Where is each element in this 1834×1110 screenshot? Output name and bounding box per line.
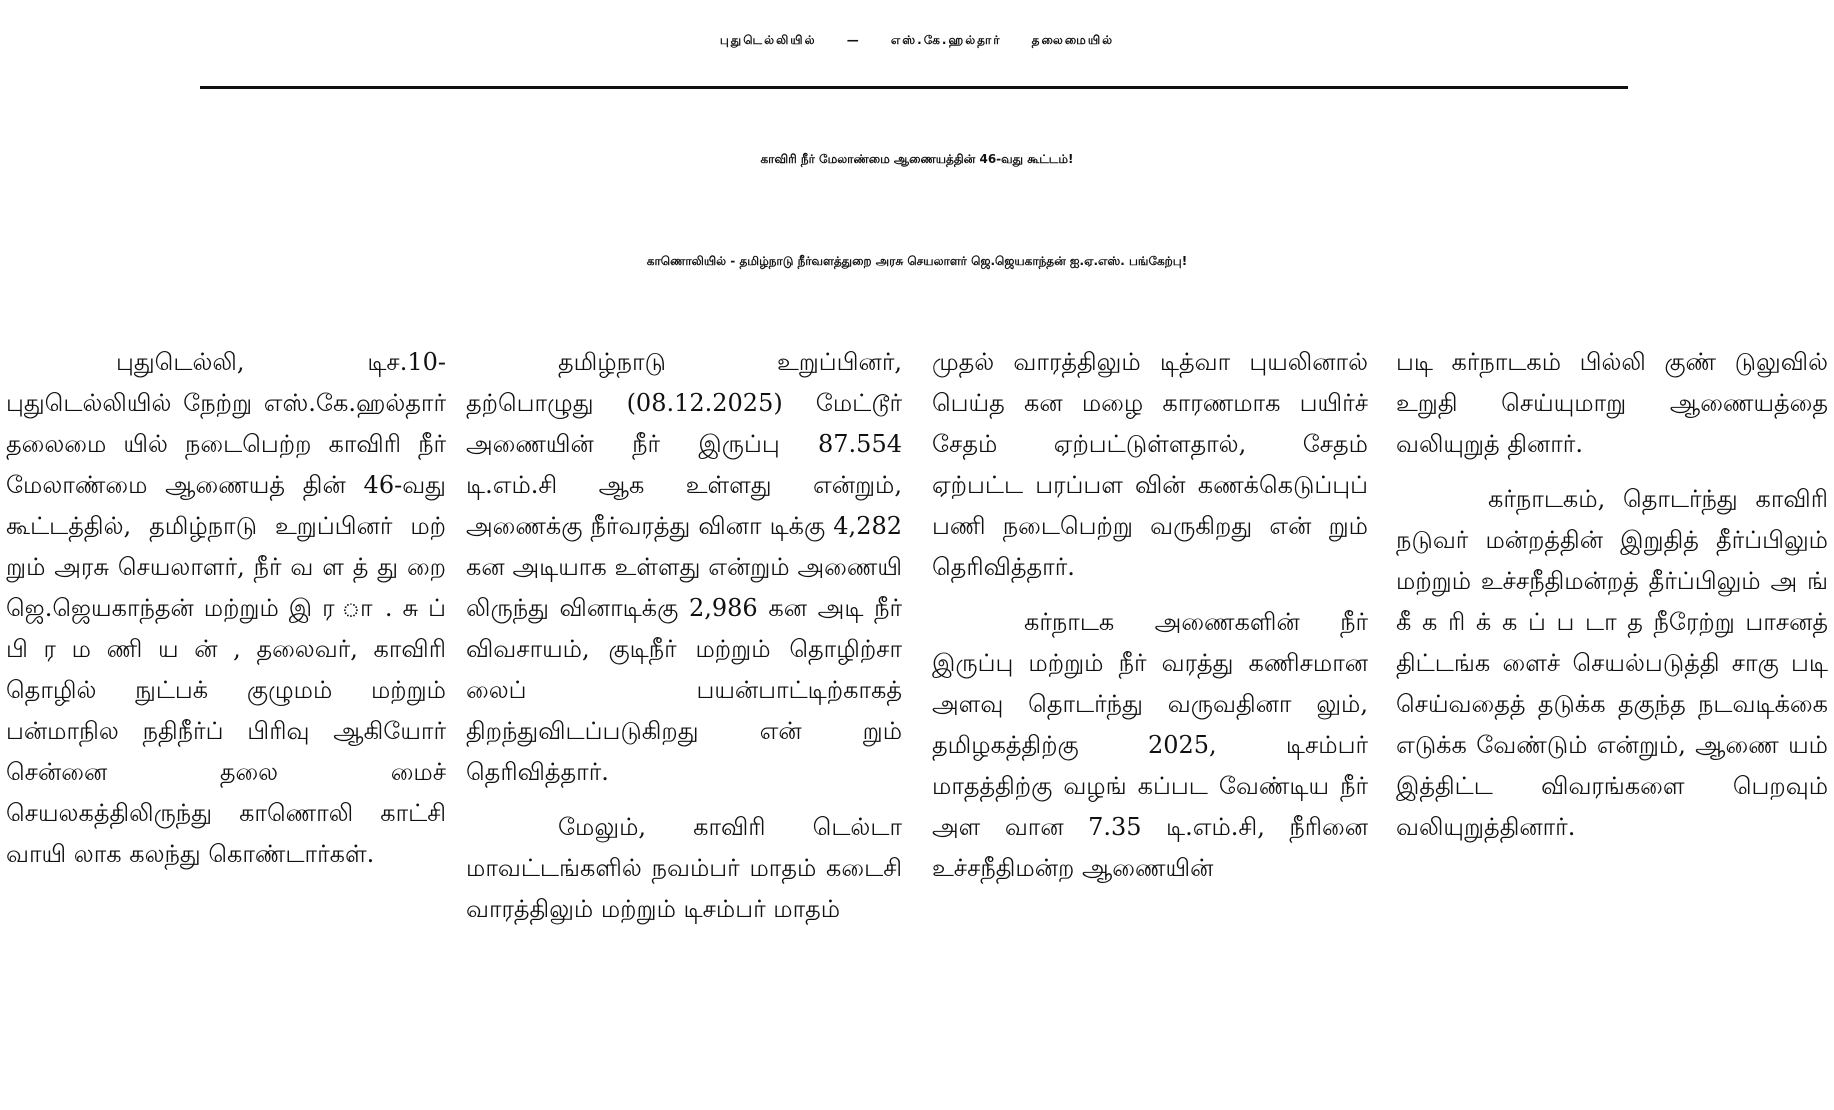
paragraph: கர்நாடகம், தொடர்ந்து காவிரி நடுவர் மன்றத்தின் இறுதித் தீர்ப்பிலும் மற்றும் உச்சநீதிமன்றத் தீர்ப்பிலும் அ ங் கீ க ரி க் க ப் ப டா த நீரேற்று பாசனத் திட்டங்க ளைச் செயல்படுத்தி சாகு படி செய்வதைத் தடுக்க தகுந்த நடவடிக்கை எடுக்க வேண்டும் என்றும், ஆணை யம் இத்திட்ட விவரங்களை பெறவும் வலியுறுத்தினார்.	[1396, 485, 1828, 841]
paragraph: புதுடெல்லி, டிச.10- புதுடெல்லியில் நேற்று எஸ்.கே.ஹல்தார் தலைமை யில் நடைபெற்ற காவிரி நீர் மேலாண்மை ஆணையத் தின் 46-வது கூட்டத்தில், தமிழ்நாடு உறுப்பினர் மற் றும் அரசு செயலாளர், நீர் வ ள த் து றை ஜெ.ஜெயகாந்தன் மற்றும் இ ர ா . சு ப் பி ர ம ணி ய ன் , தலைவர், காவிரி தொழில் நுட்பக் குழுமம் மற்றும் பன்மாநில நதிநீர்ப் பிரிவு ஆகியோர் சென்னை தலை மைச் செயலகத்திலிருந்து காணொலி காட்சி வாயி லாக கலந்து கொண்டார்கள்.	[6, 348, 446, 868]
column-2	[466, 342, 902, 1110]
headline: காவிரி நீர் மேலாண்மை ஆணையத்தின் 46-வது கூட்டம்!	[760, 152, 1074, 166]
kicker-line: புதுடெல்லியில் — எஸ்.கே.ஹல்தார் தலைமையில்	[719, 33, 1115, 47]
column-4	[1396, 342, 1828, 1110]
paragraph: தமிழ்நாடு உறுப்பினர், தற்பொழுது (08.12.2025) மேட்டூர் அணையின் நீர் இருப்பு 87.554 டி.எம்.சி ஆக உள்ளது என்றும், அணைக்கு நீர்வரத்து வினா டிக்கு 4,282 கன அடியாக உள்ளது என்றும் அணையி லிருந்து வினாடிக்கு 2,986 கன அடி நீர் விவசாயம், குடிநீர் மற்றும் தொழிற்சா லைப் பயன்பாட்டிற்காகத் திறந்துவிடப்படுகிறது என் றும் தெரிவித்தார்.	[466, 348, 902, 786]
subheadline: காணொலியில் - தமிழ்நாடு நீர்வளத்துறை அரசு செயலாளர் ஜெ.ஜெயகாந்தன் ஐ.ஏ.எஸ். பங்கேற்பு!	[646, 254, 1188, 268]
column-1	[6, 342, 446, 1110]
paragraph: கர்நாடக அணைகளின் நீர் இருப்பு மற்றும் நீர் வரத்து கணிசமான அளவு தொடர்ந்து வருவதினா லும், தமிழகத்திற்கு 2025, டிசம்பர் மாதத்திற்கு வழங் கப்பட வேண்டிய நீர் அள வான 7.35 டி.எம்.சி, நீரினை உச்சநீதிமன்ற ஆணையின்	[932, 608, 1368, 882]
kicker-underline	[200, 86, 1628, 89]
paragraph: படி கர்நாடகம் பில்லி குண் டுலுவில் உறுதி செய்யுமாறு ஆணையத்தை வலியுறுத் தினார்.	[1396, 348, 1828, 458]
paragraph: முதல் வாரத்திலும் டித்வா புயலினால் பெய்த கன மழை காரணமாக பயிர்ச் சேதம் ஏற்பட்டுள்ளதால், சேதம் ஏற்பட்ட பரப்பள வின் கணக்கெடுப்புப் பணி நடைபெற்று வருகிறது என் றும் தெரிவித்தார்.	[932, 348, 1368, 581]
paragraph: மேலும், காவிரி டெல்டா மாவட்டங்களில் நவம்பர் மாதம் கடைசி வாரத்திலும் மற்றும் டிசம்பர் மாதம்	[466, 813, 902, 923]
article-body	[0, 342, 1834, 1110]
column-3	[932, 342, 1368, 1110]
